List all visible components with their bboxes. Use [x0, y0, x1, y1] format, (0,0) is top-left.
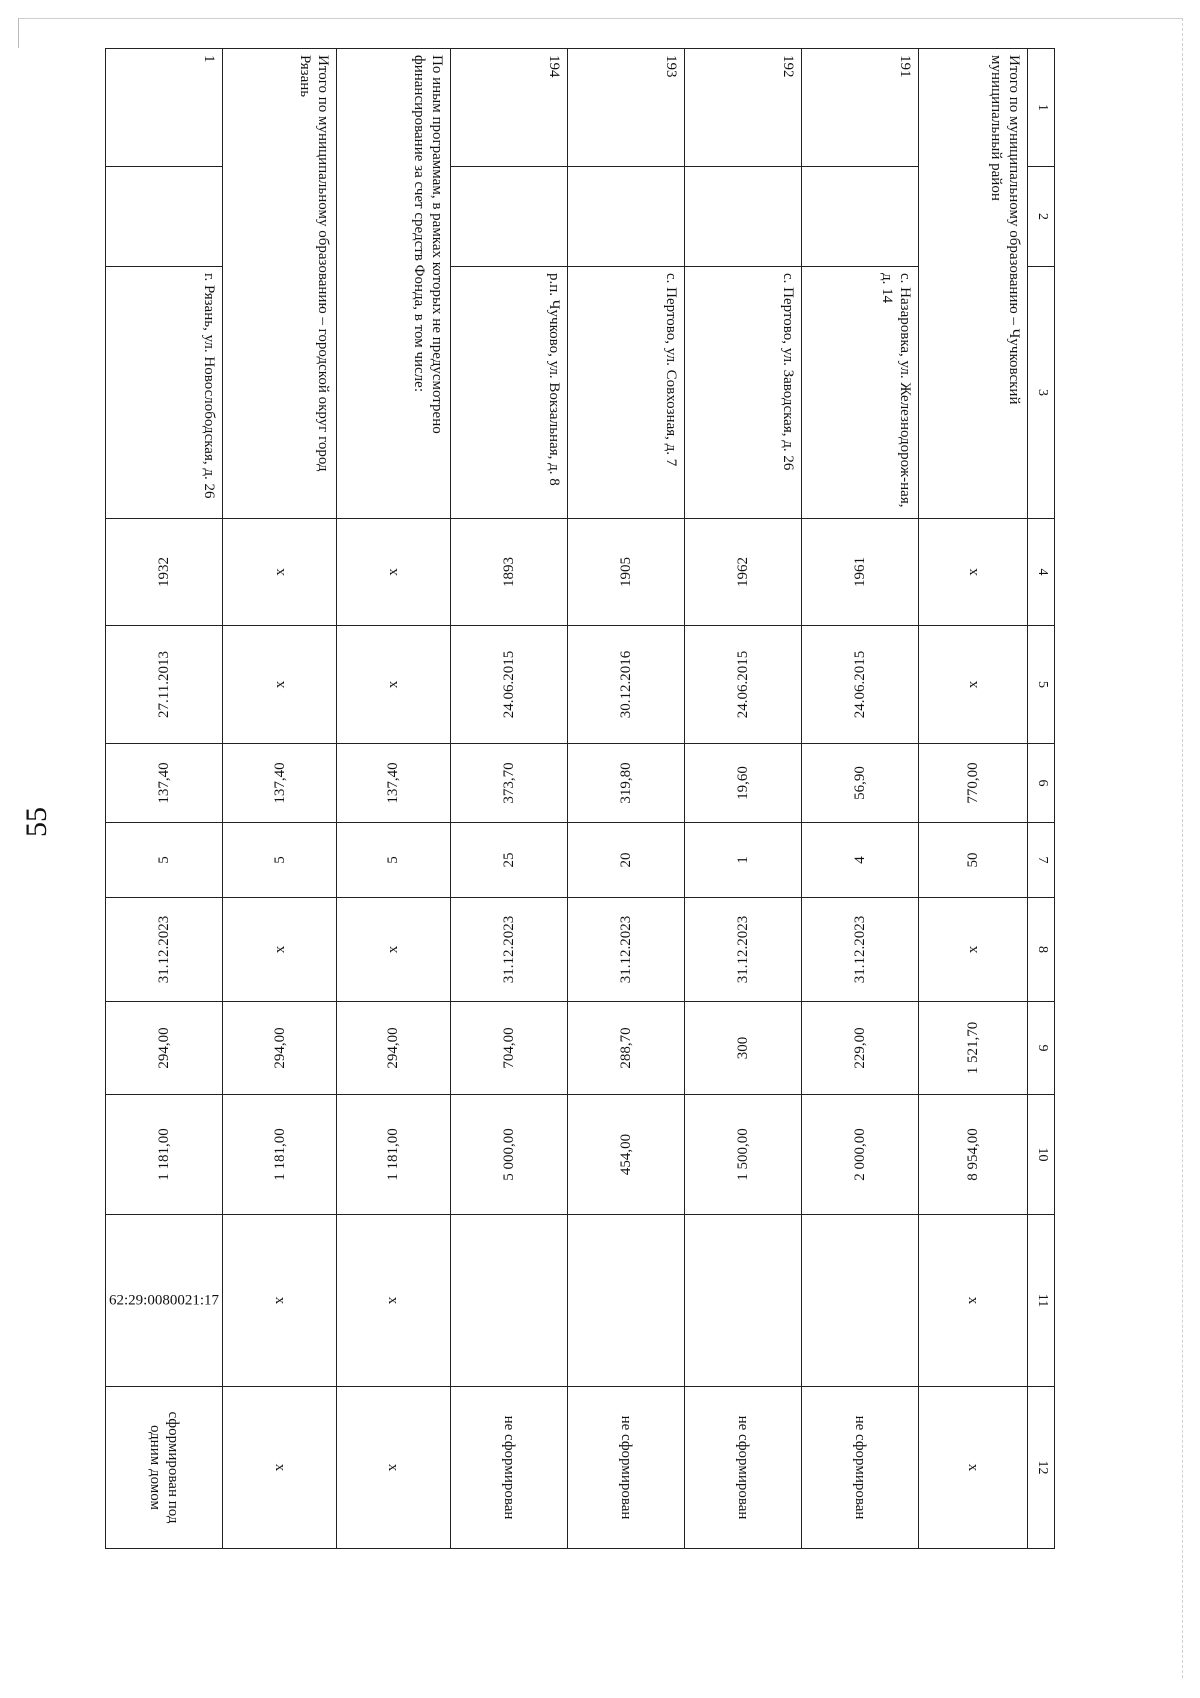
cell-col-6 — [106, 744, 223, 823]
cell-text: с. Пертово, ул. Совхозная, д. 7 — [662, 273, 679, 467]
cell-text: 2 000,00 — [851, 1128, 868, 1181]
cell-col-3 — [450, 267, 567, 519]
cell-text: х — [271, 945, 288, 954]
cell-col-11 — [567, 1215, 684, 1387]
cell-col-3 — [567, 267, 684, 519]
column-header: 4 — [1028, 519, 1055, 626]
cell-text: 20 — [617, 852, 634, 868]
cell-col-8 — [801, 898, 918, 1002]
table-row — [801, 49, 918, 1549]
cell-col-11 — [223, 1215, 337, 1387]
table-row — [450, 49, 567, 1549]
cell-col-10 — [336, 1095, 450, 1215]
cell-text: х — [385, 945, 402, 954]
subtotal-label: По иным программам, в рамках которых не предусмотрено финансирование за счет средств Фонда, в том числе: — [336, 49, 450, 519]
cell-text: не сформирован — [851, 1415, 868, 1520]
cell-text: 1 521,70 — [965, 1021, 982, 1075]
cell-col-10 — [223, 1095, 337, 1215]
cell-col-11 — [450, 1215, 567, 1387]
cell-text: 770,00 — [965, 762, 982, 804]
cell-text: 191 — [896, 55, 913, 78]
cell-text: 31.12.2023 — [500, 915, 517, 984]
cell-text: 31.12.2023 — [617, 915, 634, 984]
cell-col-7 — [336, 823, 450, 898]
cell-text: 1961 — [851, 557, 868, 587]
cell-text: 24.06.2015 — [500, 650, 517, 719]
cell-col-9 — [801, 1002, 918, 1095]
cell-col-10 — [106, 1095, 223, 1215]
cell-text: 294,00 — [385, 1027, 402, 1069]
cell-text: 1962 — [734, 557, 751, 587]
cell-col-3 — [106, 267, 223, 519]
cell-text: х — [385, 680, 402, 689]
housing-register-table — [105, 48, 1055, 1549]
table-row — [567, 49, 684, 1549]
cell-col-9 — [684, 1002, 801, 1095]
cell-text: 62:29:0080021:17 — [109, 1292, 220, 1309]
cell-text: не сформирован — [734, 1415, 751, 1520]
cell-col-6 — [684, 744, 801, 823]
cell-col-9 — [336, 1002, 450, 1095]
cell-text: 1932 — [156, 557, 173, 587]
column-header: 10 — [1028, 1095, 1055, 1215]
column-header: 1 — [1028, 49, 1055, 167]
cell-text: 1 181,00 — [156, 1128, 173, 1181]
cell-col-10 — [801, 1095, 918, 1215]
column-header: 6 — [1028, 744, 1055, 823]
cell-text: х — [965, 568, 982, 576]
cell-col-8 — [450, 898, 567, 1002]
page-number: 55 — [20, 807, 53, 837]
cell-col-12 — [567, 1387, 684, 1549]
cell-text: сформирован под одним домом — [147, 1411, 182, 1524]
column-header: 9 — [1028, 1002, 1055, 1095]
cell-col-1 — [567, 49, 684, 167]
rotated-table-frame — [105, 48, 1055, 1548]
cell-col-9 — [450, 1002, 567, 1095]
subtotal-row — [918, 49, 1028, 1549]
cell-text: 31.12.2023 — [734, 915, 751, 984]
cell-col-6 — [336, 744, 450, 823]
column-header: 11 — [1028, 1215, 1055, 1387]
cell-text: 30.12.2016 — [617, 650, 634, 719]
cell-text: 31.12.2023 — [851, 915, 868, 984]
cell-col-5 — [918, 626, 1028, 744]
cell-text: 1905 — [617, 557, 634, 587]
cell-col-1 — [801, 49, 918, 167]
cell-col-4 — [801, 519, 918, 626]
cell-col-11 — [336, 1215, 450, 1387]
column-header: 5 — [1028, 626, 1055, 744]
cell-text: 137,40 — [271, 762, 288, 804]
cell-col-2 — [684, 167, 801, 267]
cell-col-5 — [336, 626, 450, 744]
cell-col-7 — [801, 823, 918, 898]
cell-text: не сформирован — [500, 1415, 517, 1520]
cell-col-9 — [106, 1002, 223, 1095]
column-header: 3 — [1028, 267, 1055, 519]
subtotal-row — [223, 49, 337, 1549]
cell-text: 56,90 — [851, 766, 868, 800]
cell-col-11 — [801, 1215, 918, 1387]
cell-text: 1 181,00 — [271, 1128, 288, 1181]
cell-text: 193 — [662, 55, 679, 78]
cell-col-2 — [801, 167, 918, 267]
scan-edge-left — [18, 18, 19, 48]
cell-col-6 — [223, 744, 337, 823]
cell-col-1 — [450, 49, 567, 167]
cell-col-5 — [567, 626, 684, 744]
cell-text: 1893 — [500, 557, 517, 587]
cell-text: 50 — [965, 852, 982, 868]
cell-col-12 — [336, 1387, 450, 1549]
cell-text: 294,00 — [271, 1027, 288, 1069]
subtotal-row — [336, 49, 450, 1549]
cell-text: 373,70 — [500, 762, 517, 804]
cell-text: 19,60 — [734, 766, 751, 800]
cell-text: 319,80 — [617, 762, 634, 804]
cell-col-4 — [106, 519, 223, 626]
cell-col-12 — [801, 1387, 918, 1549]
cell-col-9 — [223, 1002, 337, 1095]
cell-col-11 — [918, 1215, 1028, 1387]
cell-col-7 — [918, 823, 1028, 898]
cell-text: х — [965, 1296, 982, 1305]
subtotal-label: Итого по муниципальному образованию – Чучковский муниципальный район — [918, 49, 1028, 519]
cell-text: 229,00 — [851, 1027, 868, 1069]
table-row — [106, 49, 223, 1549]
cell-text: 294,00 — [156, 1027, 173, 1069]
cell-text: с. Назаровка, ул. Железнодорож-ная, д. 14 — [878, 273, 913, 508]
cell-text: не сформирован — [617, 1415, 634, 1520]
cell-col-2 — [106, 167, 223, 267]
cell-col-11 — [106, 1215, 223, 1387]
cell-col-8 — [106, 898, 223, 1002]
cell-text: р.п. Чучково, ул. Вокзальная, д. 8 — [545, 273, 562, 486]
cell-col-12 — [918, 1387, 1028, 1549]
cell-col-2 — [450, 167, 567, 267]
cell-text: 1 — [734, 856, 751, 864]
cell-col-9 — [567, 1002, 684, 1095]
column-header: 2 — [1028, 167, 1055, 267]
cell-text: 1 — [201, 55, 218, 63]
cell-col-5 — [106, 626, 223, 744]
cell-col-8 — [336, 898, 450, 1002]
cell-text: 24.06.2015 — [734, 650, 751, 719]
table-row — [684, 49, 801, 1549]
cell-text: г. Рязань, ул. Новослободская, д. 26 — [201, 273, 218, 499]
cell-col-4 — [223, 519, 337, 626]
cell-text: 8 954,00 — [965, 1128, 982, 1181]
cell-col-5 — [450, 626, 567, 744]
cell-col-7 — [684, 823, 801, 898]
cell-text: х — [271, 568, 288, 576]
cell-col-3 — [801, 267, 918, 519]
cell-col-5 — [684, 626, 801, 744]
cell-text: 5 — [156, 856, 173, 864]
cell-col-5 — [801, 626, 918, 744]
cell-col-5 — [223, 626, 337, 744]
cell-col-12 — [450, 1387, 567, 1549]
cell-text: х — [965, 680, 982, 689]
cell-text: х — [385, 1463, 402, 1472]
cell-col-8 — [223, 898, 337, 1002]
cell-text: 27.11.2013 — [156, 651, 173, 718]
cell-col-8 — [684, 898, 801, 1002]
cell-text: 4 — [851, 856, 868, 864]
column-number-row — [1028, 49, 1055, 1549]
cell-text: х — [965, 945, 982, 954]
cell-col-6 — [567, 744, 684, 823]
cell-text: х — [965, 1463, 982, 1472]
scan-edge-top — [18, 18, 1183, 19]
cell-text: 5 — [271, 856, 288, 864]
cell-text: х — [271, 1463, 288, 1472]
subtotal-label: Итого по муниципальному образованию – городской округ город Рязань — [223, 49, 337, 519]
cell-col-10 — [918, 1095, 1028, 1215]
cell-text: 137,40 — [156, 762, 173, 804]
cell-col-7 — [106, 823, 223, 898]
cell-col-4 — [450, 519, 567, 626]
cell-col-4 — [567, 519, 684, 626]
cell-col-8 — [918, 898, 1028, 1002]
cell-col-12 — [223, 1387, 337, 1549]
cell-col-10 — [684, 1095, 801, 1215]
column-header: 8 — [1028, 898, 1055, 1002]
cell-col-4 — [684, 519, 801, 626]
cell-text: 31.12.2023 — [156, 915, 173, 984]
cell-col-7 — [450, 823, 567, 898]
table-body — [106, 49, 1028, 1549]
cell-text: 288,70 — [617, 1027, 634, 1069]
cell-text: 1 181,00 — [385, 1128, 402, 1181]
cell-col-8 — [567, 898, 684, 1002]
cell-text: 1 500,00 — [734, 1128, 751, 1181]
cell-col-11 — [684, 1215, 801, 1387]
rotated-table-container — [105, 48, 1055, 1548]
cell-col-4 — [336, 519, 450, 626]
cell-text: х — [271, 680, 288, 689]
cell-col-1 — [106, 49, 223, 167]
cell-col-2 — [567, 167, 684, 267]
cell-text: 192 — [779, 55, 796, 78]
cell-col-7 — [223, 823, 337, 898]
cell-col-10 — [567, 1095, 684, 1215]
cell-col-12 — [106, 1387, 223, 1549]
cell-text: х — [385, 568, 402, 576]
cell-text: с. Пертово, ул. Заводская, д. 26 — [779, 273, 796, 471]
scan-edge-right — [1182, 18, 1184, 1678]
cell-text: 25 — [500, 852, 517, 868]
cell-col-7 — [567, 823, 684, 898]
cell-text: 300 — [734, 1036, 751, 1060]
cell-col-4 — [918, 519, 1028, 626]
cell-text: 5 000,00 — [500, 1128, 517, 1181]
cell-text: 194 — [545, 55, 562, 78]
column-header: 12 — [1028, 1387, 1055, 1549]
cell-col-1 — [684, 49, 801, 167]
cell-text: 137,40 — [385, 762, 402, 804]
cell-text: 704,00 — [500, 1027, 517, 1069]
column-header: 7 — [1028, 823, 1055, 898]
cell-text: 24.06.2015 — [851, 650, 868, 719]
cell-col-6 — [918, 744, 1028, 823]
cell-col-9 — [918, 1002, 1028, 1095]
cell-col-10 — [450, 1095, 567, 1215]
cell-text: 454,00 — [617, 1133, 634, 1176]
cell-col-6 — [801, 744, 918, 823]
cell-col-3 — [684, 267, 801, 519]
cell-col-6 — [450, 744, 567, 823]
cell-col-12 — [684, 1387, 801, 1549]
cell-text: 5 — [385, 856, 402, 864]
cell-text: х — [385, 1296, 402, 1305]
cell-text: х — [271, 1296, 288, 1305]
